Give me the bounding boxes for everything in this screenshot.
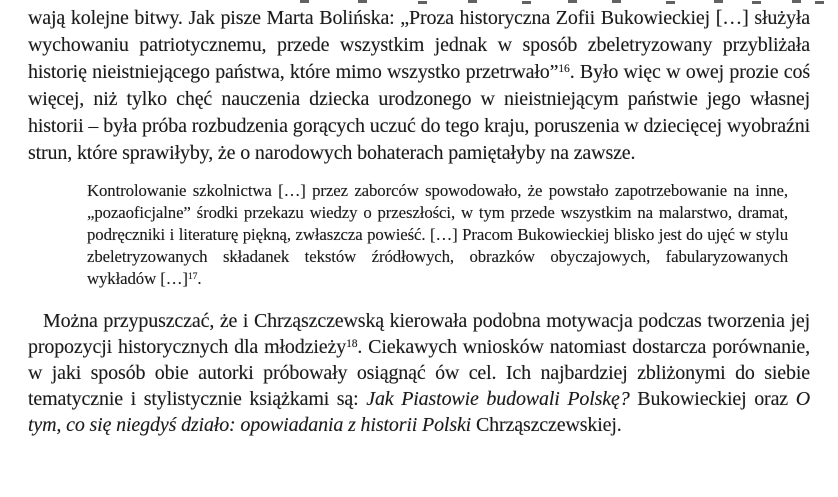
text-run: . Ciekawych wniosków natomiast dostarcza porównanie, w jaki sposób obie autorki próbowały osiągnąć ów cel. Ich najbardziej zbliżonymi do siebie tematycznie i stylistycznie książkami są: [28,336,810,410]
book-title-bukowiecka: Jak Piastowie budowali Polskę? [366,388,630,410]
paragraph-1 [28,5,810,167]
text-run: Można przypuszczać, że i Chrząszczewską kierowała podobna motywacja podczas tworzenia jej propozycji historycznych dla młodzieży [28,310,810,358]
paragraph-2 [28,308,810,438]
text-run: . [197,269,202,288]
block-quote [87,180,788,290]
footnote-ref-18: 18 [346,336,358,350]
text-run: wają kolejne bitwy. Jak pisze Marta Bolińska: „Proza historyczna Zofii Bukowieckiej […] służyła wychowaniu patriotycznemu, przede wszystkim jednak w sposób zbeletryzowany przybliżała historię nieistniejącego państwa, które mimo wszystko przetrwało” [28,7,810,83]
text-run: Bukowieckiej oraz [629,388,796,410]
text-run: . Było więc w owej prozie coś więcej, niż tylko chęć nauczenia dziecka urodzonego w nieistniejącym państwie jego własnej historii – była próba rozbudzenia gorących uczuć do tego kraju, poruszenia w dziecięcej wyobraźni strun, które sprawiłyby, że o narodowych bohaterach pamiętałyby na zawsze. [28,61,810,164]
text-run: Chrząszczewskiej. [471,414,622,436]
footnote-ref-17: 17 [187,270,198,282]
footnote-ref-16: 16 [558,61,570,75]
book-title-chrzaszczewska: O tym, co się niegdyś działo: opowiadania z historii Polski [28,388,810,436]
text-run: Kontrolowanie szkolnictwa […] przez zaborców spowodowało, że powstało zapotrzebowanie na inne, „pozaoficjalne” środki przekazu wiedzy o przeszłości, w tym przede wszystkim na malarstwo, dramat, podręczniki i literaturę piękną, zwłaszcza powieść. […] Pracom Bukowieckiej blisko jest do ujęć w stylu zbeletryzowanych składanek tekstów źródłowych, obrazków obyczajowych, fabularyzowanych wykładów […] [87,181,788,288]
cropped-previous-line-artifact [300,0,309,3]
